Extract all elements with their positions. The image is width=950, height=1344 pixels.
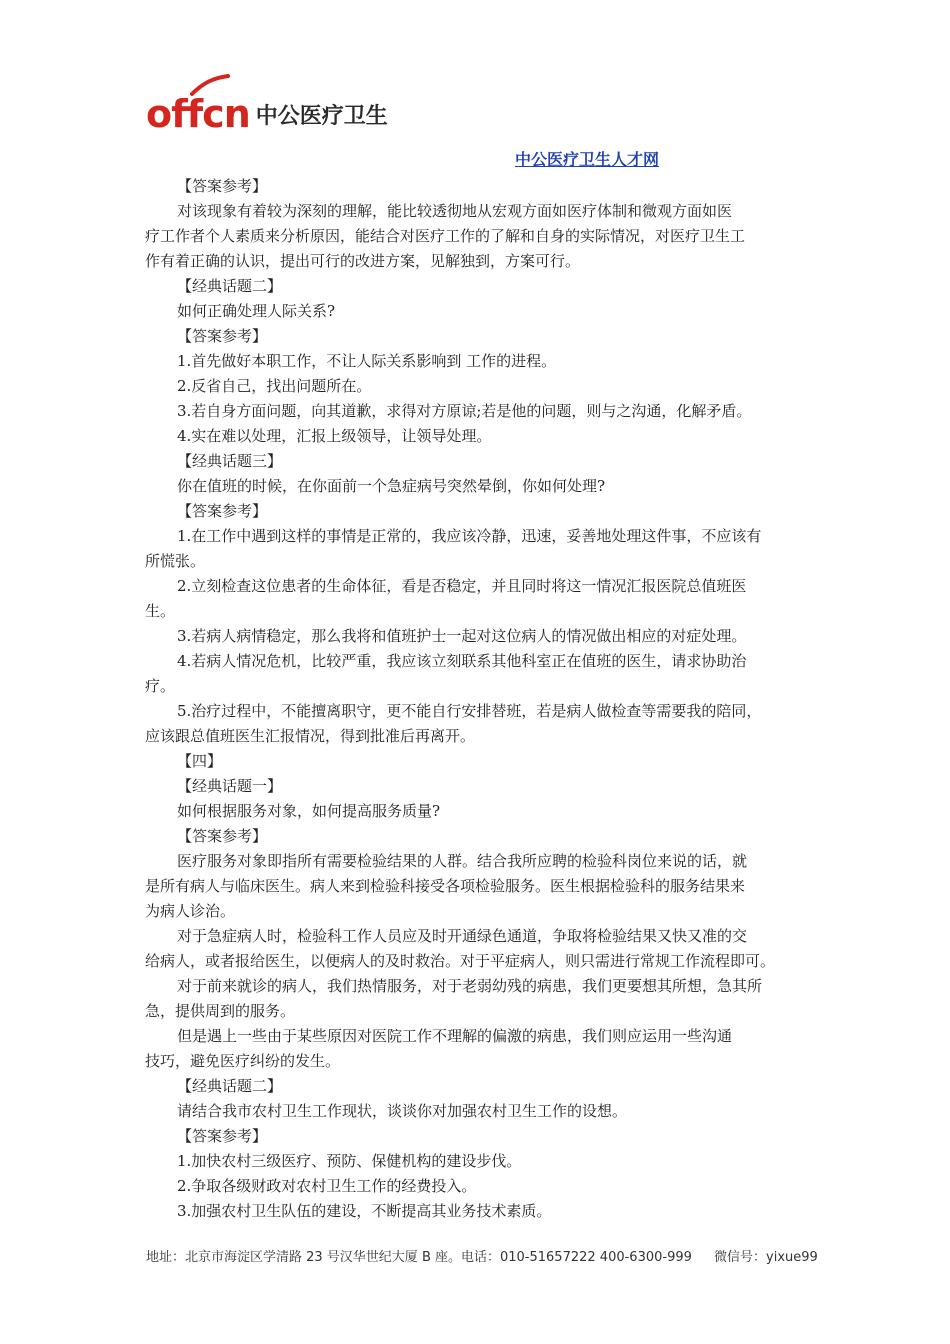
text-line: 给病人，或者报给医生，以便病人的及时救治。对于平症病人，则只需进行常规工作流程即可。 [145, 952, 776, 970]
text-line: 3.加强农村卫生队伍的建设，不断提高其业务技术素质。 [177, 1202, 552, 1220]
text-line: 【答案参考】 [177, 827, 268, 845]
logo-wordmark: offcn [146, 92, 250, 136]
text-line: 2.争取各级财政对农村卫生工作的经费投入。 [177, 1177, 477, 1195]
text-line: 对于急症病人时，检验科工作人员应及时开通绿色通道，争取将检验结果又快又准的交 [177, 927, 748, 945]
text-line: 所慌张。 [145, 552, 206, 570]
text-line: 但是遇上一些由于某些原因对医院工作不理解的偏激的病患，我们则应运用一些沟通 [177, 1027, 733, 1045]
text-line: 2.立刻检查这位患者的生命体征，看是否稳定，并且同时将这一情况汇报医院总值班医 [177, 577, 747, 595]
text-line: 2.反省自己，找出问题所在。 [177, 377, 372, 395]
text-line: 请结合我市农村卫生工作现状，谈谈你对加强农村卫生工作的设想。 [177, 1102, 628, 1120]
text-line: 急，提供周到的服务。 [145, 1002, 296, 1020]
text-line: 【经典话题三】 [177, 452, 283, 470]
text-line: 【答案参考】 [177, 502, 268, 520]
text-line: 【答案参考】 [177, 327, 268, 345]
text-line: 如何正确处理人际关系? [177, 302, 336, 320]
text-line: 【四】 [177, 752, 223, 770]
text-line: 你在值班的时候，在你面前一个急症病号突然晕倒，你如何处理? [177, 477, 606, 495]
text-line: 4.若病人情况危机，比较严重，我应该立刻联系其他科室正在值班的医生，请求协助治 [177, 652, 747, 670]
text-line: 3.若自身方面问题，向其道歉，求得对方原谅;若是他的问题，则与之沟通，化解矛盾。 [177, 402, 752, 420]
text-line: 1.首先做好本职工作，不让人际关系影响到 工作的进程。 [177, 352, 557, 370]
text-line: 【答案参考】 [177, 1127, 268, 1145]
text-line: 对于前来就诊的病人，我们热情服务，对于老弱幼残的病患，我们更要想其所想，急其所 [177, 977, 763, 995]
text-line: 【经典话题二】 [177, 277, 283, 295]
text-line: 医疗服务对象即指所有需要检验结果的人群。结合我所应聘的检验科岗位来说的话，就 [177, 852, 748, 870]
text-line: 1.在工作中遇到这样的事情是正常的，我应该冷静，迅速，妥善地处理这件事，不应该有 [177, 527, 762, 545]
text-line: 疗。 [145, 677, 176, 695]
offcn-logo [146, 86, 388, 134]
text-line: 为病人诊治。 [145, 902, 236, 920]
text-line: 疗工作者个人素质来分析原因，能结合对医疗工作的了解和自身的实际情况，对医疗卫生工 [145, 227, 746, 245]
text-line: 技巧，避免医疗纠纷的发生。 [145, 1052, 341, 1070]
text-line: 【答案参考】 [177, 177, 268, 195]
text-line: 5.治疗过程中，不能擅离职守，更不能自行安排替班，若是病人做检查等需要我的陪同， [177, 702, 762, 720]
text-line: 应该跟总值班医生汇报情况，得到批准后再离开。 [145, 727, 476, 745]
document-body [145, 174, 800, 1224]
text-line: 【经典话题一】 [177, 777, 283, 795]
site-link[interactable]: 中公医疗卫生人才网 [515, 150, 660, 169]
footer-wechat: 微信号：yixue99 [714, 1250, 818, 1265]
text-line: 生。 [145, 602, 176, 620]
logo-chinese-name: 中公医疗卫生 [255, 104, 388, 129]
text-line: 1.加快农村三级医疗、预防、保健机构的建设步伐。 [177, 1152, 522, 1170]
text-line: 如何根据服务对象，如何提高服务质量? [177, 802, 441, 820]
text-line: 3.若病人病情稳定，那么我将和值班护士一起对这位病人的情况做出相应的对症处理。 [177, 627, 747, 645]
logo-swoosh-icon [190, 74, 230, 96]
footer-address: 地址：北京市海淀区学清路 23 号汉华世纪大厦 B 座。电话：010-51657222 400-6300-999 [146, 1250, 692, 1265]
text-line: 是所有病人与临床医生。病人来到检验科接受各项检验服务。医生根据检验科的服务结果来 [145, 877, 746, 895]
page-footer [146, 1246, 818, 1265]
text-line: 4.实在难以处理，汇报上级领导，让领导处理。 [177, 427, 492, 445]
text-line: 【经典话题二】 [177, 1077, 283, 1095]
text-line: 对该现象有着较为深刻的理解，能比较透彻地从宏观方面如医疗体制和微观方面如医 [177, 202, 733, 220]
text-line: 作有着正确的认识，提出可行的改进方案，见解独到，方案可行。 [145, 252, 581, 270]
